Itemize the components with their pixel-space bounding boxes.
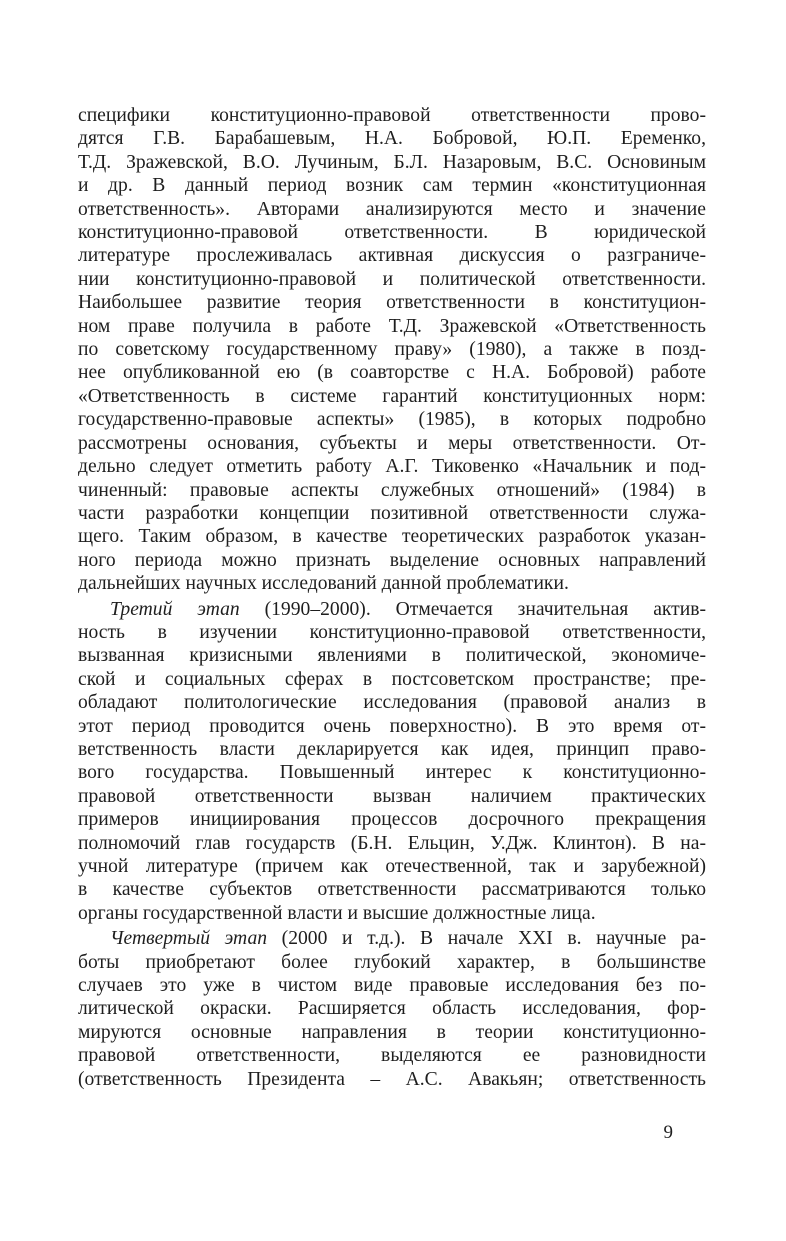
text-line: щего. Таким образом, в качестве теоретических разработок указан- (78, 526, 706, 548)
text-line: государственно-правовые аспекты» (1985), в которых подробно (78, 409, 706, 431)
text-line: нии конституционно-правовой и политической ответственности. (78, 268, 706, 290)
text-line: учной литературе (причем как отечественной, так и зарубежной) (78, 856, 706, 877)
text-line: этот период проводится очень поверхностно). В это время от- (78, 715, 706, 737)
text-line: боты приобретают более глубокий характер, в большинстве (78, 951, 706, 973)
text-line: чиненный: правовые аспекты служебных отношений» (1984) в (78, 479, 706, 501)
text-line: «Ответственность в системе гарантий конституционных норм: (78, 385, 706, 407)
text-line: литературе прослеживалась активная дискуссия о разграниче- (78, 245, 706, 267)
text-line: части разработки концепции позитивной ответственности служа- (78, 502, 706, 524)
text-line: полномочий глав государств (Б.Н. Ельцин, У.Дж. Клинтон). В на- (78, 832, 706, 854)
text-line: случаев это уже в чистом виде правовые исследования без по- (78, 975, 706, 997)
text-line: литической окраски. Расширяется область исследования, фор- (78, 998, 706, 1020)
page-text-body (78, 104, 706, 1091)
text-line: по советскому государственному праву» (1980), а также в позд- (78, 339, 706, 361)
lead-line-rest: (1990–2000). Отмечается значительная актив- (239, 598, 706, 620)
stage-title-third: Третий этап (110, 598, 240, 620)
lead-line-rest: (2000 и т.д.). В начале XXI в. научные ра- (267, 928, 707, 950)
paragraph-lead-line (78, 598, 706, 621)
text-line: примеров инициирования процессов досрочного прекращения (78, 809, 706, 831)
text-line: дальнейших научных исследований данной проблематики. (78, 573, 569, 595)
text-line: конституционно-правовой ответственности. В юридической (78, 222, 706, 244)
text-line: специфики конституционно-правовой ответственности прово- (78, 105, 706, 126)
text-line: правовой ответственности, выделяются ее разновидности (78, 1045, 706, 1067)
text-line: обладают политологические исследования (правовой анализ в (78, 692, 706, 714)
text-line: ном праве получила в работе Т.Д. Зражевской «Ответственность (78, 315, 706, 337)
text-line: ного периода можно признать выделение основных направлений (78, 549, 706, 571)
text-line: Т.Д. Зражевской, В.О. Лучиным, Б.Л. Назаровым, В.С. Основиным (78, 151, 706, 173)
text-line: Наибольшее развитие теория ответственности в конституцион- (78, 292, 706, 314)
text-line: органы государственной власти и высшие должностные лица. (78, 902, 596, 924)
text-line: рассмотрены основания, субъекты и меры ответственности. От- (78, 432, 706, 454)
paragraph-3 (78, 927, 706, 1091)
text-line: правовой ответственности вызван наличием практических (78, 785, 706, 807)
text-line: и др. В данный период возник сам термин «конституционная (78, 175, 706, 197)
stage-title-fourth: Четвертый этап (110, 928, 268, 950)
text-line: нее опубликованной ею (в соавторстве с Н.А. Бобровой) работе (78, 362, 706, 384)
text-line: вызванная кризисными явлениями в политической, экономиче- (78, 645, 706, 667)
page-number: 9 (663, 1122, 673, 1143)
text-line: ность в изучении конституционно-правовой ответственности, (78, 621, 706, 643)
text-line: дятся Г.В. Барабашевым, Н.А. Бобровой, Ю.П. Еременко, (78, 128, 706, 150)
paragraph-1 (78, 104, 706, 596)
text-line: ской и социальных сферах в постсоветском пространстве; пре- (78, 668, 706, 690)
text-line: вого государства. Повышенный интерес к конституционно- (78, 762, 706, 784)
text-line: мируются основные направления в теории конституционно- (78, 1021, 706, 1043)
text-line: в качестве субъектов ответственности рассматриваются только (78, 879, 706, 901)
text-line: (ответственность Президента – А.С. Авакьян; ответственность (78, 1068, 706, 1090)
paragraph-2 (78, 598, 706, 926)
text-line: ответственность». Авторами анализируются место и значение (78, 198, 706, 220)
paragraph-lead-line (78, 927, 706, 950)
text-line: дельно следует отметить работу А.Г. Тиковенко «Начальник и под- (78, 456, 706, 478)
text-line: ветственность власти декларируется как идея, принцип право- (78, 738, 706, 760)
